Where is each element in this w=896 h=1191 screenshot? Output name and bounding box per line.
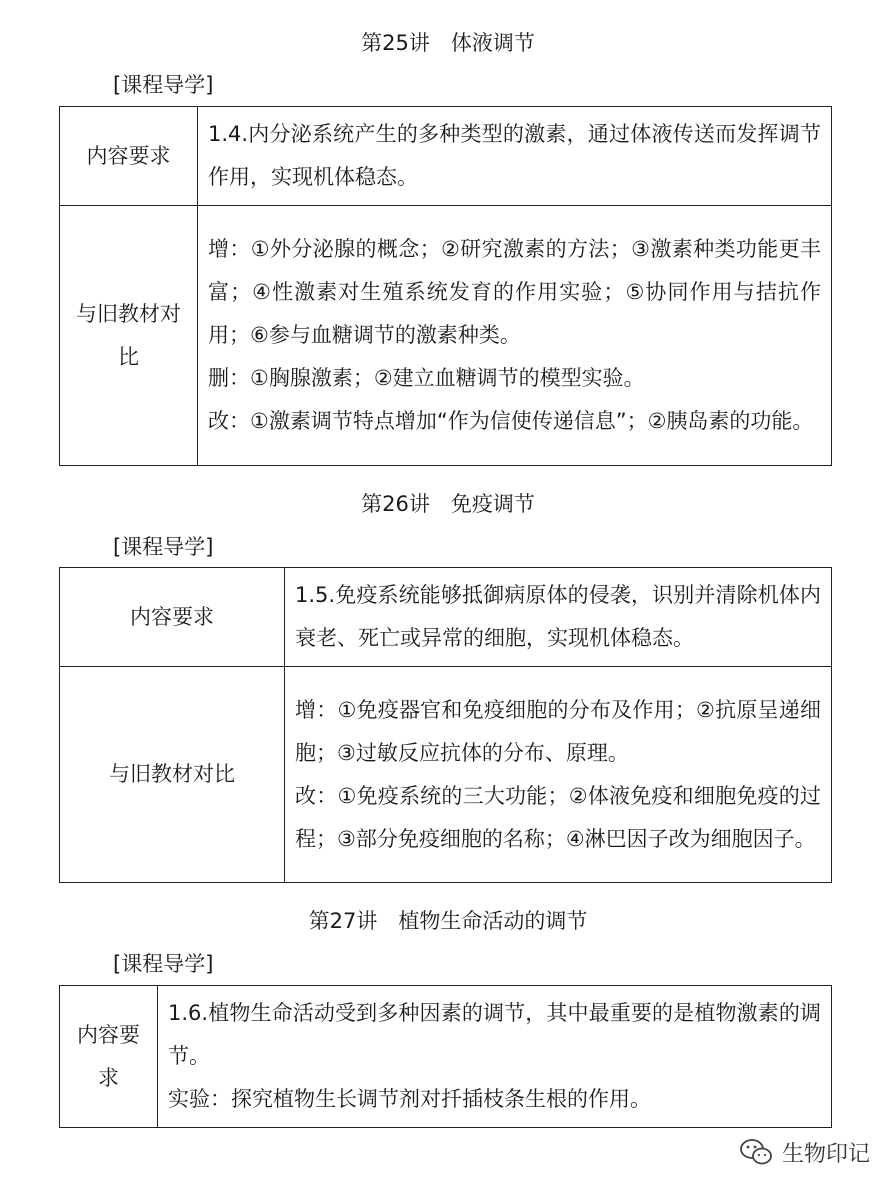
- table-row: [60, 568, 832, 667]
- content-paragraph: 增：①外分泌腺的概念；②研究激素的方法；③激素种类功能更丰富；④性激素对生殖系统发育的作用实验；⑤协同作用与拮抗作用；⑥参与血糖调节的激素种类。: [208, 237, 821, 347]
- row-content: [158, 986, 832, 1128]
- course-table-25: [59, 106, 832, 466]
- content-paragraph: 实验：探究植物生长调节剂对扦插枝条生根的作用。: [168, 1087, 651, 1111]
- row-content: [198, 206, 832, 466]
- section-title-25: 第25讲 体液调节: [361, 31, 535, 55]
- course-table-27: [59, 985, 832, 1128]
- section-title-26: 第26讲 免疫调节: [361, 492, 535, 516]
- row-content: [285, 667, 832, 883]
- wechat-icon: [738, 1137, 774, 1167]
- content-paragraph: 改：①激素调节特点增加“作为信使传递信息”；②胰岛素的功能。: [208, 409, 814, 433]
- row-label: 内容要求: [60, 107, 198, 206]
- course-table-26: [59, 567, 832, 883]
- row-label: 内容要求: [60, 986, 158, 1128]
- course-guide-label: [课程导学]: [113, 535, 214, 559]
- section-title-27: 第27讲 植物生命活动的调节: [308, 909, 588, 933]
- content-paragraph: 改：①免疫系统的三大功能；②体液免疫和细胞免疫的过程；③部分免疫细胞的名称；④淋巴因子改为细胞因子。: [295, 783, 821, 851]
- table-row: [60, 667, 832, 883]
- course-guide-label: [课程导学]: [113, 952, 214, 976]
- row-label: 与旧教材对比: [60, 206, 198, 466]
- table-row: [60, 986, 832, 1128]
- watermark-text: 生物印记: [781, 1141, 870, 1167]
- content-paragraph: 1.5.免疫系统能够抵御病原体的侵袭，识别并清除机体内衰老、死亡或异常的细胞，实现机体稳态。: [295, 583, 821, 650]
- content-paragraph: 增：①免疫器官和免疫细胞的分布及作用；②抗原呈递细胞；③过敏反应抗体的分布、原理。: [295, 697, 821, 765]
- table-row: [60, 206, 832, 466]
- row-label: 内容要求: [60, 568, 285, 667]
- content-paragraph: 1.4.内分泌系统产生的多种类型的激素，通过体液传送而发挥调节作用，实现机体稳态。: [208, 122, 821, 189]
- content-paragraph: 1.6.植物生命活动受到多种因素的调节，其中最重要的是植物激素的调节。: [168, 1001, 821, 1068]
- course-guide-label: [课程导学]: [113, 73, 214, 97]
- table-row: [60, 107, 832, 206]
- row-content: [285, 568, 832, 667]
- watermark: [738, 1137, 870, 1167]
- row-content: [198, 107, 832, 206]
- content-paragraph: 删：①胸腺激素；②建立血糖调节的模型实验。: [208, 366, 645, 390]
- row-label: 与旧教材对比: [60, 667, 285, 883]
